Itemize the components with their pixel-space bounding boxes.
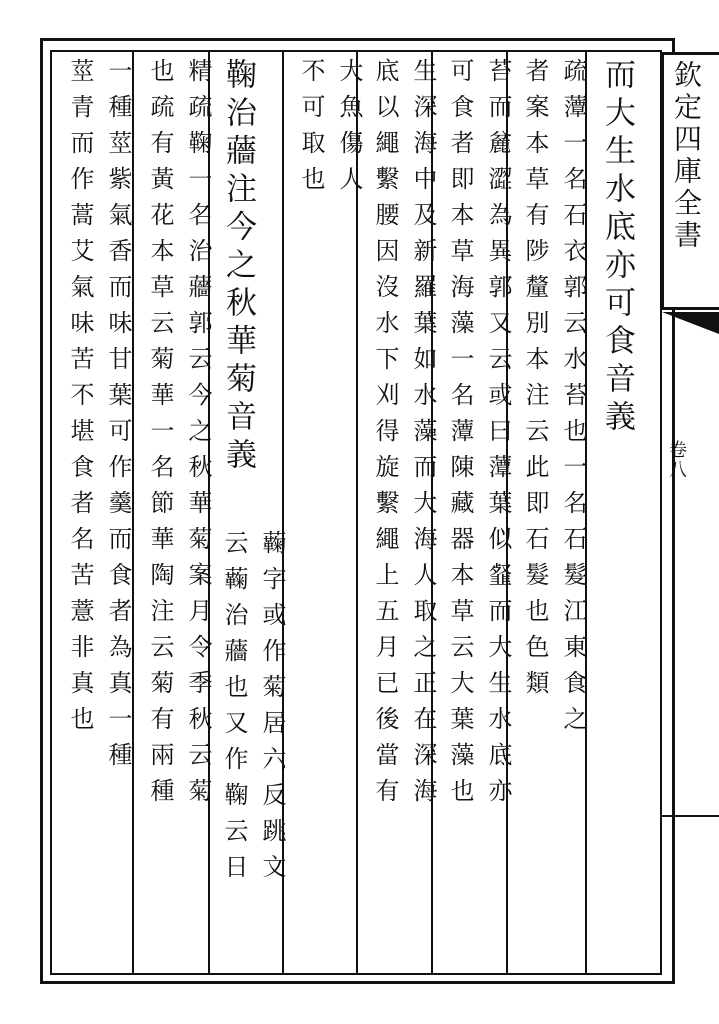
text-column-annotation	[289, 58, 361, 968]
annotation-left: 底以繩繫腰因沒水下刈得旋繫繩上五月已後當有	[371, 58, 399, 814]
gloss-pair	[212, 530, 284, 960]
banxin-tail-line	[662, 815, 719, 817]
annotation-right: 苔而麄澀為異郭又云或曰藫葉似韰而大生水底亦	[484, 58, 512, 814]
book-title: 欽定四庫全書	[670, 60, 703, 252]
gloss-left: 云蘜治蘠也又作鞠云日	[220, 530, 248, 890]
text-column-annotation	[58, 58, 130, 968]
annotation-left: 可食者即本草海藻一名藫陳藏器本草云大葉藻也	[446, 58, 474, 814]
fishtail-mark	[662, 312, 719, 334]
column-rule	[132, 50, 134, 975]
text-column-annotation	[138, 58, 210, 968]
text-column-main: 鞠治蘠注今之秋華菊音義	[220, 58, 256, 476]
gloss-right: 蘜字或作菊居六反跳文	[258, 530, 286, 890]
annotation-right: 一種莖紫氣香而味甘葉可作羹而食者為真一種	[104, 58, 132, 778]
annotation-left: 不可取也	[297, 58, 325, 202]
annotation-left: 莖青而作蒿艾氣味苦不堪食者名苦薏非真也	[66, 58, 94, 742]
annotation-left: 也疏有黃花本草云菊華一名節華陶注云菊有兩種	[146, 58, 174, 814]
text-column-main: 而大生水底亦可食音義	[599, 58, 635, 438]
juan-label: 卷八	[666, 440, 687, 480]
text-column-annotation	[363, 58, 435, 968]
annotation-right: 疏藫一名石衣郭云水苔也一名石髮江東食之	[559, 58, 587, 742]
text-column-annotation	[438, 58, 510, 968]
annotation-right: 生深海中及新羅葉如水藻而大海人取之正在深海	[409, 58, 437, 814]
annotation-right: 精疏鞠一名治蘠郭云今之秋華菊案月令季秋云菊	[184, 58, 212, 814]
annotation-right: 大魚傷人	[335, 58, 363, 202]
text-column-annotation	[513, 58, 585, 968]
annotation-left: 者案本草有陟釐別本注云此即石髮也色類	[521, 58, 549, 706]
